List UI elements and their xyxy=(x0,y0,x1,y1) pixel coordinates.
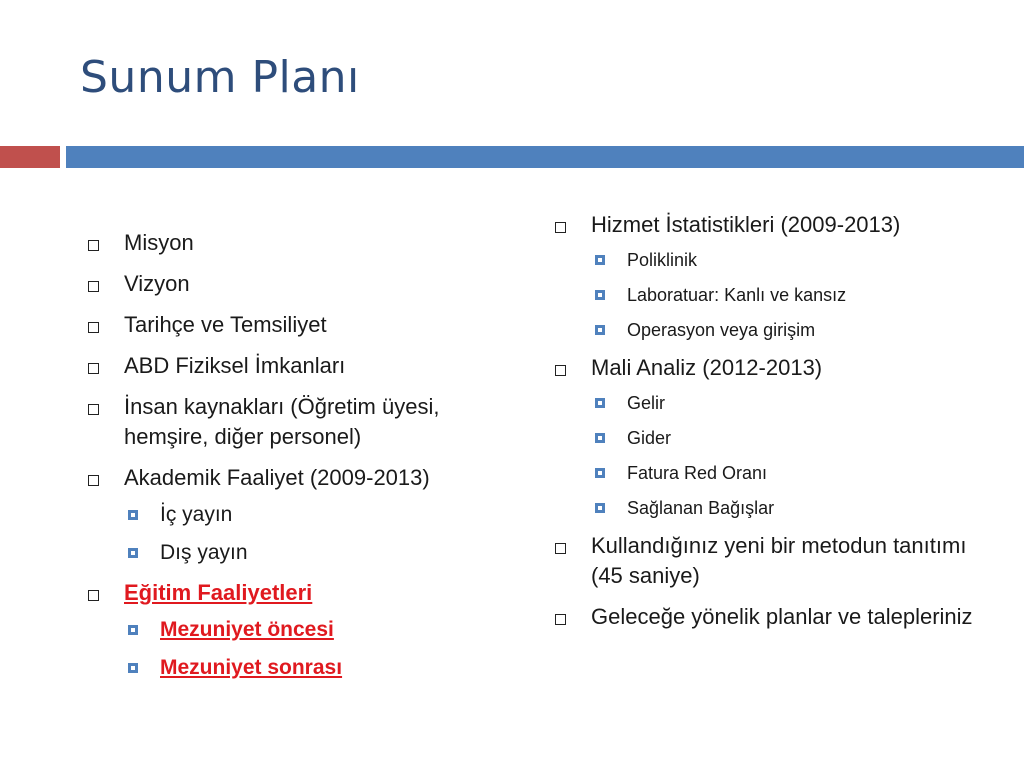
hollow-square-bullet-icon xyxy=(555,365,566,376)
list-item-label: Geleceğe yönelik planlar ve talepleriniz xyxy=(591,604,973,629)
sub-list-item xyxy=(591,391,995,415)
sub-list xyxy=(124,501,508,567)
list-item-label: Vizyon xyxy=(124,271,190,296)
filled-square-bullet-icon xyxy=(595,290,605,300)
hollow-square-bullet-icon xyxy=(88,363,99,374)
list-item xyxy=(88,578,508,682)
left-bullet-list xyxy=(88,228,508,682)
list-item xyxy=(555,210,995,342)
left-column xyxy=(88,228,508,693)
filled-square-bullet-icon xyxy=(595,503,605,513)
sub-list-item-label: Gelir xyxy=(627,393,666,413)
highlighted-item-label: Eğitim Faaliyetleri xyxy=(124,580,313,605)
slide-title: Sunum Planı xyxy=(80,52,360,103)
sub-list-item xyxy=(124,539,508,567)
list-item xyxy=(88,310,508,340)
list-item-label: Mali Analiz (2012-2013) xyxy=(591,355,823,380)
sub-list xyxy=(591,391,995,520)
list-item-label: ABD Fiziksel İmkanları xyxy=(124,353,346,378)
filled-square-bullet-icon xyxy=(128,510,138,520)
sub-list-item xyxy=(591,426,995,450)
hollow-square-bullet-icon xyxy=(555,222,566,233)
sub-list-item xyxy=(591,283,995,307)
filled-square-bullet-icon xyxy=(595,325,605,335)
right-column xyxy=(555,210,995,643)
filled-square-bullet-icon xyxy=(595,255,605,265)
sub-list-item xyxy=(591,496,995,520)
highlighted-sub-item-label: Mezuniyet öncesi xyxy=(160,618,334,641)
accent-bar-red xyxy=(0,146,60,168)
list-item xyxy=(88,269,508,299)
list-item xyxy=(88,228,508,258)
hollow-square-bullet-icon xyxy=(88,475,99,486)
list-item xyxy=(555,531,995,591)
sub-list-item-label: Sağlanan Bağışlar xyxy=(627,498,775,518)
sub-list-item-label: Laboratuar: Kanlı ve kansız xyxy=(627,285,847,305)
filled-square-bullet-icon xyxy=(128,625,138,635)
right-bullet-list xyxy=(555,210,995,632)
hollow-square-bullet-icon xyxy=(555,614,566,625)
hollow-square-bullet-icon xyxy=(88,281,99,292)
filled-square-bullet-icon xyxy=(595,433,605,443)
list-item xyxy=(555,602,995,632)
list-item-label: Kullandığınız yeni bir metodun tanıtımı (45 saniye) xyxy=(591,533,967,588)
sub-list-item xyxy=(591,461,995,485)
filled-square-bullet-icon xyxy=(128,663,138,673)
list-item xyxy=(88,463,508,567)
hollow-square-bullet-icon xyxy=(88,240,99,251)
list-item xyxy=(88,392,508,452)
filled-square-bullet-icon xyxy=(595,398,605,408)
sub-list-item-label: Poliklinik xyxy=(627,250,698,270)
sub-list xyxy=(124,616,508,682)
hollow-square-bullet-icon xyxy=(555,543,566,554)
sub-list-item xyxy=(591,318,995,342)
sub-list-item-label: Gider xyxy=(627,428,672,448)
list-item-label: İnsan kaynakları (Öğretim üyesi, hemşire, diğer personel) xyxy=(124,394,440,449)
list-item-label: Tarihçe ve Temsiliyet xyxy=(124,312,327,337)
sub-list-item-label: Dış yayın xyxy=(160,541,248,564)
sub-list-item-label: Fatura Red Oranı xyxy=(627,463,768,483)
sub-list-item xyxy=(124,654,508,682)
hollow-square-bullet-icon xyxy=(88,322,99,333)
filled-square-bullet-icon xyxy=(595,468,605,478)
sub-list-item xyxy=(124,501,508,529)
filled-square-bullet-icon xyxy=(128,548,138,558)
highlighted-sub-item-label: Mezuniyet sonrası xyxy=(160,656,343,679)
list-item-label: Hizmet İstatistikleri (2009-2013) xyxy=(591,212,901,237)
list-item-label: Akademik Faaliyet (2009-2013) xyxy=(124,465,430,490)
hollow-square-bullet-icon xyxy=(88,590,99,601)
sub-list-item-label: Operasyon veya girişim xyxy=(627,320,816,340)
hollow-square-bullet-icon xyxy=(88,404,99,415)
sub-list-item xyxy=(591,248,995,272)
list-item xyxy=(88,351,508,381)
list-item-label: Misyon xyxy=(124,230,194,255)
accent-bar-blue xyxy=(66,146,1024,168)
sub-list-item xyxy=(124,616,508,644)
sub-list xyxy=(591,248,995,342)
list-item xyxy=(555,353,995,520)
sub-list-item-label: İç yayın xyxy=(160,503,233,526)
